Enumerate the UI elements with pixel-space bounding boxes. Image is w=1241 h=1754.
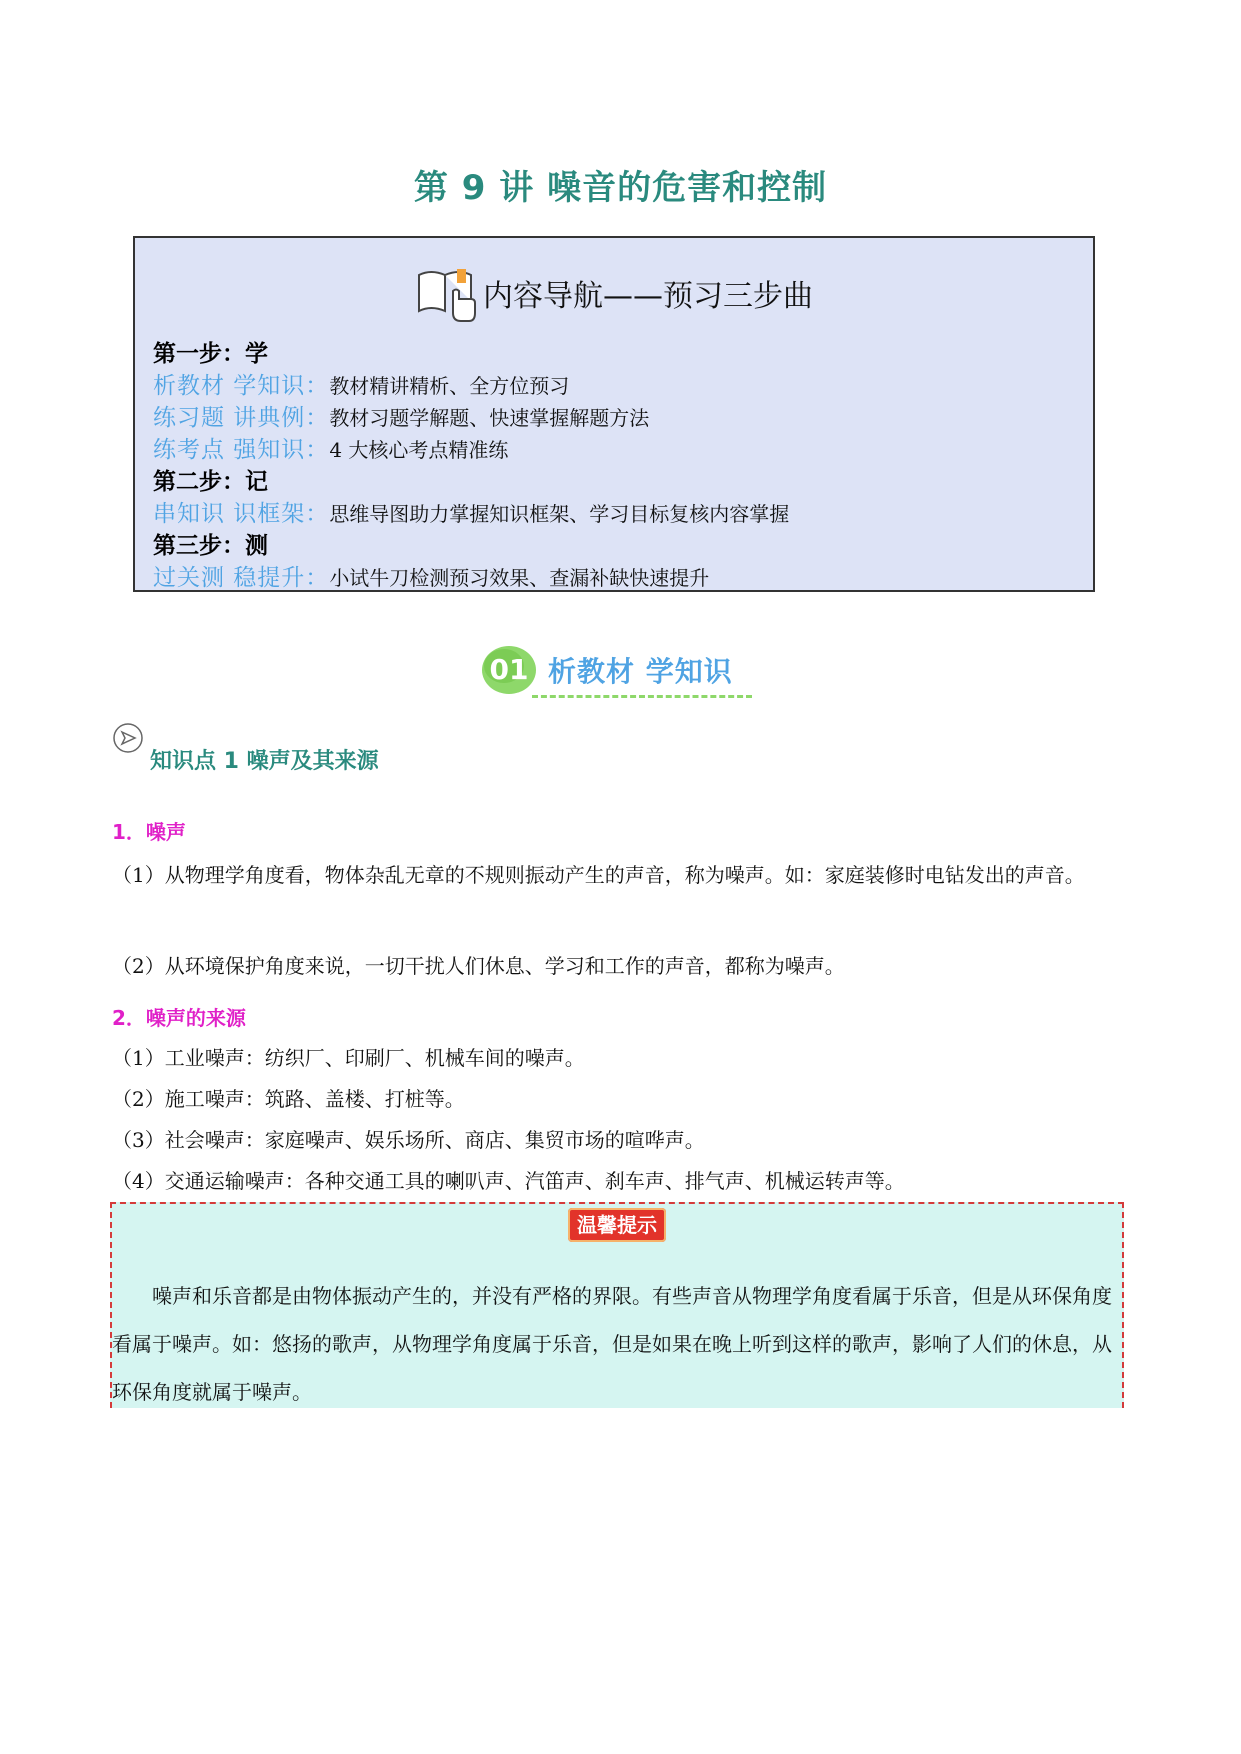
list-item: （3）社会噪声：家庭噪声、娱乐场所、商店、集贸市场的喧哗声。 — [112, 1128, 705, 1152]
section-number: 01 — [489, 653, 529, 686]
nav-item: 练习题 讲典例：教材习题学解题、快速掌握解题方法 — [153, 405, 650, 431]
paragraph-noise-physics: （1）从物理学角度看，物体杂乱无章的不规则振动产生的声音，称为噪声。如：家庭装修时电钻发出的声音。 — [112, 863, 1085, 887]
tip-box — [110, 1202, 1124, 1408]
tip-badge: 温馨提示 — [568, 1208, 666, 1242]
page-title: 第 9 讲 噪音的危害和控制 — [413, 168, 828, 208]
heading-noise-sources: 2．噪声的来源 — [112, 1006, 246, 1030]
book-hand-icon — [415, 261, 479, 325]
section-badge — [480, 640, 760, 702]
nav-step-3: 第三步：测 — [153, 533, 268, 559]
nav-heading: 内容导航——预习三步曲 — [483, 279, 813, 314]
nav-step-2: 第二步：记 — [153, 469, 268, 495]
nav-header — [135, 258, 1093, 328]
nav-item: 过关测 稳提升：小试牛刀检测预习效果、查漏补缺快速提升 — [153, 565, 710, 591]
arrow-circle-icon — [112, 722, 144, 754]
list-item: （4）交通运输噪声：各种交通工具的喇叭声、汽笛声、刹车声、排气声、机械运转声等。 — [112, 1169, 905, 1193]
heading-noise: 1．噪声 — [112, 820, 186, 844]
nav-item: 析教材 学知识：教材精讲精析、全方位预习 — [153, 373, 570, 399]
list-item: （1）工业噪声：纺织厂、印刷厂、机械车间的噪声。 — [112, 1046, 585, 1070]
knowledge-point-title: 知识点 1 噪声及其来源 — [150, 749, 379, 774]
nav-step-1: 第一步：学 — [153, 341, 268, 367]
section-underline — [532, 695, 752, 698]
nav-item: 串知识 识框架：思维导图助力掌握知识框架、学习目标复核内容掌握 — [153, 501, 790, 527]
section-title: 析教材 学知识 — [548, 655, 733, 688]
list-item: （2）施工噪声：筑路、盖楼、打桩等。 — [112, 1087, 465, 1111]
tip-text: 噪声和乐音都是由物体振动产生的，并没有严格的界限。有些声音从物理学角度看属于乐音，但是从环保角度看属于噪声。如：悠扬的歌声，从物理学角度属于乐音，但是如果在晚上听到这样的歌声，影响了人们的休息，从环保角度就属于噪声。 — [112, 1284, 1112, 1404]
content-navigation-box — [133, 236, 1095, 592]
nav-item: 练考点 强知识：4 大核心考点精准练 — [153, 437, 509, 463]
paragraph-noise-environment: （2）从环境保护角度来说，一切干扰人们休息、学习和工作的声音，都称为噪声。 — [112, 954, 845, 978]
nav-lines — [153, 338, 789, 594]
